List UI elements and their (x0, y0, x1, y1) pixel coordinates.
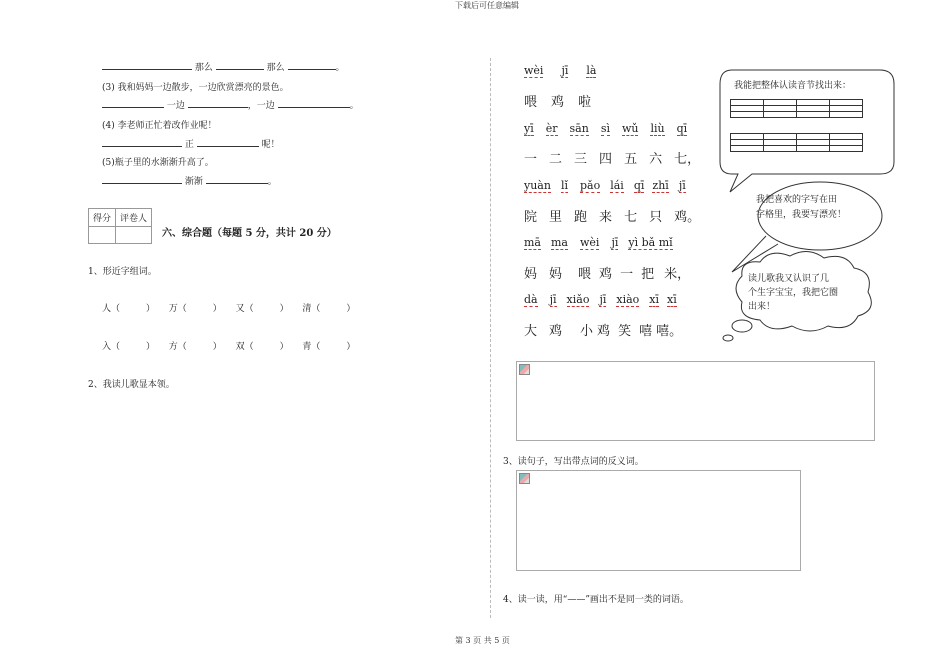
broken-image-icon (519, 473, 530, 484)
broken-image-icon (519, 364, 530, 375)
answer-box-2[interactable] (516, 361, 875, 441)
poem-line-3: 院 里 跑 来 七 只 鸡。 (524, 210, 701, 225)
column-divider (490, 58, 491, 618)
poem-line-2: 一 二 三 四 五 六 七， (524, 152, 701, 167)
poem-line-4: 妈 妈 喂 鸡 一 把 米， (524, 267, 691, 282)
bubble-2-line-1: 我把喜欢的字写在田 (756, 195, 838, 205)
poem-line-5: 大 鸡 小 鸡 笑 嘻 嘻。 (524, 324, 683, 339)
section-title: 六、综合题（每题 5 分，共计 20 分） (162, 228, 337, 239)
pinyin-line-5: dà jī xiǎo jī xiào xī xī (524, 293, 677, 306)
pinyin-line-4: mā ma wèi jī yì bǎ mǐ (524, 236, 673, 249)
char-row-1: 人（ ） 万（ ） 又（ ） 清（ ） (102, 304, 356, 314)
q5-sentence-3: (3) 我和妈妈一边散步，一边欣赏漂亮的景色。 (102, 83, 289, 93)
syllable-grid-1[interactable] (730, 99, 863, 118)
question-4: 4、读一读，用“——”画出不是同一类的词语。 (503, 595, 689, 605)
q5-sentence-4: (4) 李老师正忙着改作业呢！ (102, 121, 217, 131)
bubble-2-line-2: 字格里，我要写漂亮！ (756, 210, 847, 220)
grader-label: 评卷人 (116, 209, 152, 227)
q5-line-5: 渐渐 。 (102, 174, 277, 187)
syllable-grid-2[interactable] (730, 133, 863, 152)
bubble-3-line-3: 出来！ (748, 302, 776, 312)
page-header: 下载后可任意编辑 (455, 1, 519, 10)
pinyin-line-1: wèi jī là (524, 64, 597, 77)
pinyin-line-3: yuàn lǐ pǎo lái qī zhī jī (524, 179, 686, 192)
char-row-2: 入（ ） 方（ ） 双（ ） 青（ ） (102, 342, 356, 352)
grader-cell[interactable] (116, 227, 152, 244)
score-label: 得分 (89, 209, 116, 227)
q5-line-3: 一边 ，一边 。 (102, 98, 359, 111)
answer-box-3[interactable] (516, 470, 801, 571)
bubble-3-line-1: 读儿歌我又认识了几 (748, 274, 830, 284)
question-1: 1、形近字组词。 (88, 267, 157, 277)
bubble-1-text: 我能把整体认读音节找出来： (734, 81, 852, 91)
q5-sentence-5: (5)瓶子里的水渐渐升高了。 (102, 158, 214, 168)
page-footer: 第 3 页 共 5 页 (455, 636, 510, 645)
score-cell[interactable] (89, 227, 116, 244)
bubble-3-line-2: 个生字宝宝，我把它圈 (748, 288, 839, 298)
q5-line-4: 正 呢！ (102, 137, 280, 150)
question-3: 3、读句子，写出带点词的反义词。 (503, 457, 644, 467)
pinyin-line-2: yī èr sān sì wǔ liù qī (524, 122, 688, 135)
question-2: 2、我读儿歌显本领。 (88, 380, 175, 390)
q5-line-1: 那么 那么 。 (102, 60, 345, 73)
poem-line-1: 喂 鸡 啦 (524, 95, 592, 110)
score-box (88, 208, 152, 244)
